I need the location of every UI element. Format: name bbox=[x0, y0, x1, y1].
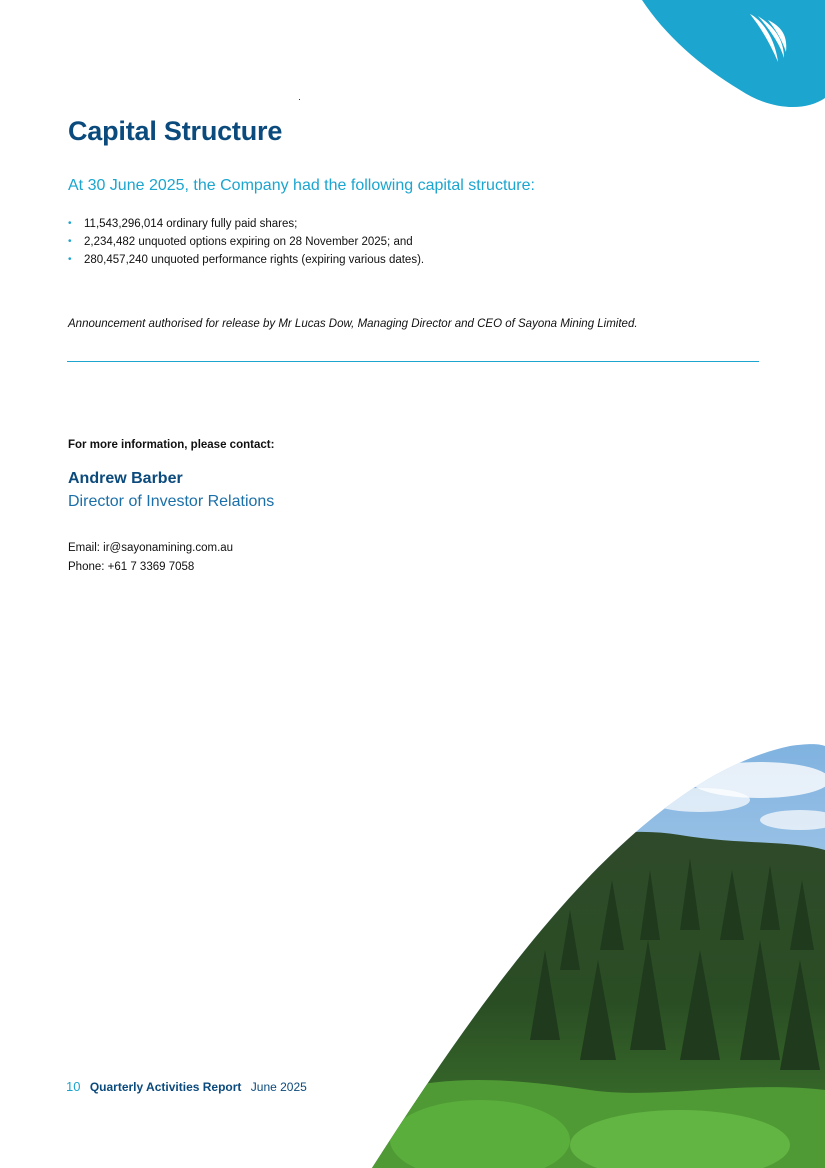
report-date: June 2025 bbox=[250, 1080, 307, 1094]
list-item-text: 280,457,240 unquoted performance rights (expiring various dates). bbox=[84, 254, 425, 266]
page-title: Capital Structure bbox=[68, 116, 283, 146]
list-item-text: 2,234,482 unquoted options expiring on 28 November 2025; and bbox=[84, 236, 413, 248]
contact-email: Email: ir@sayonamining.com.au bbox=[68, 542, 234, 554]
section-divider bbox=[67, 361, 759, 362]
report-name: Quarterly Activities Report bbox=[89, 1080, 242, 1094]
bullet-dot-icon: • bbox=[68, 236, 72, 247]
contact-heading: For more information, please contact: bbox=[68, 439, 275, 451]
contact-phone: Phone: +61 7 3369 7058 bbox=[68, 561, 195, 573]
decorative-dot bbox=[299, 99, 300, 100]
list-item-text: 11,543,296,014 ordinary fully paid shares; bbox=[84, 218, 298, 230]
list-item bbox=[68, 251, 424, 269]
contact-role: Director of Investor Relations bbox=[68, 493, 275, 510]
header-swoosh bbox=[600, 0, 825, 112]
capital-structure-list bbox=[68, 215, 424, 269]
bullet-dot-icon: • bbox=[68, 254, 72, 265]
bullet-dot-icon: • bbox=[68, 218, 72, 229]
page-number: 10 bbox=[66, 1079, 81, 1094]
contact-name: Andrew Barber bbox=[68, 470, 183, 487]
page-footer bbox=[66, 1079, 307, 1094]
list-item bbox=[68, 233, 424, 251]
list-item bbox=[68, 215, 424, 233]
forest-landscape-image bbox=[360, 740, 825, 1168]
authorisation-note: Announcement authorised for release by Mr Lucas Dow, Managing Director and CEO of Sayona Mining Limited. bbox=[68, 318, 638, 330]
section-intro: At 30 June 2025, the Company had the following capital structure: bbox=[68, 177, 535, 194]
